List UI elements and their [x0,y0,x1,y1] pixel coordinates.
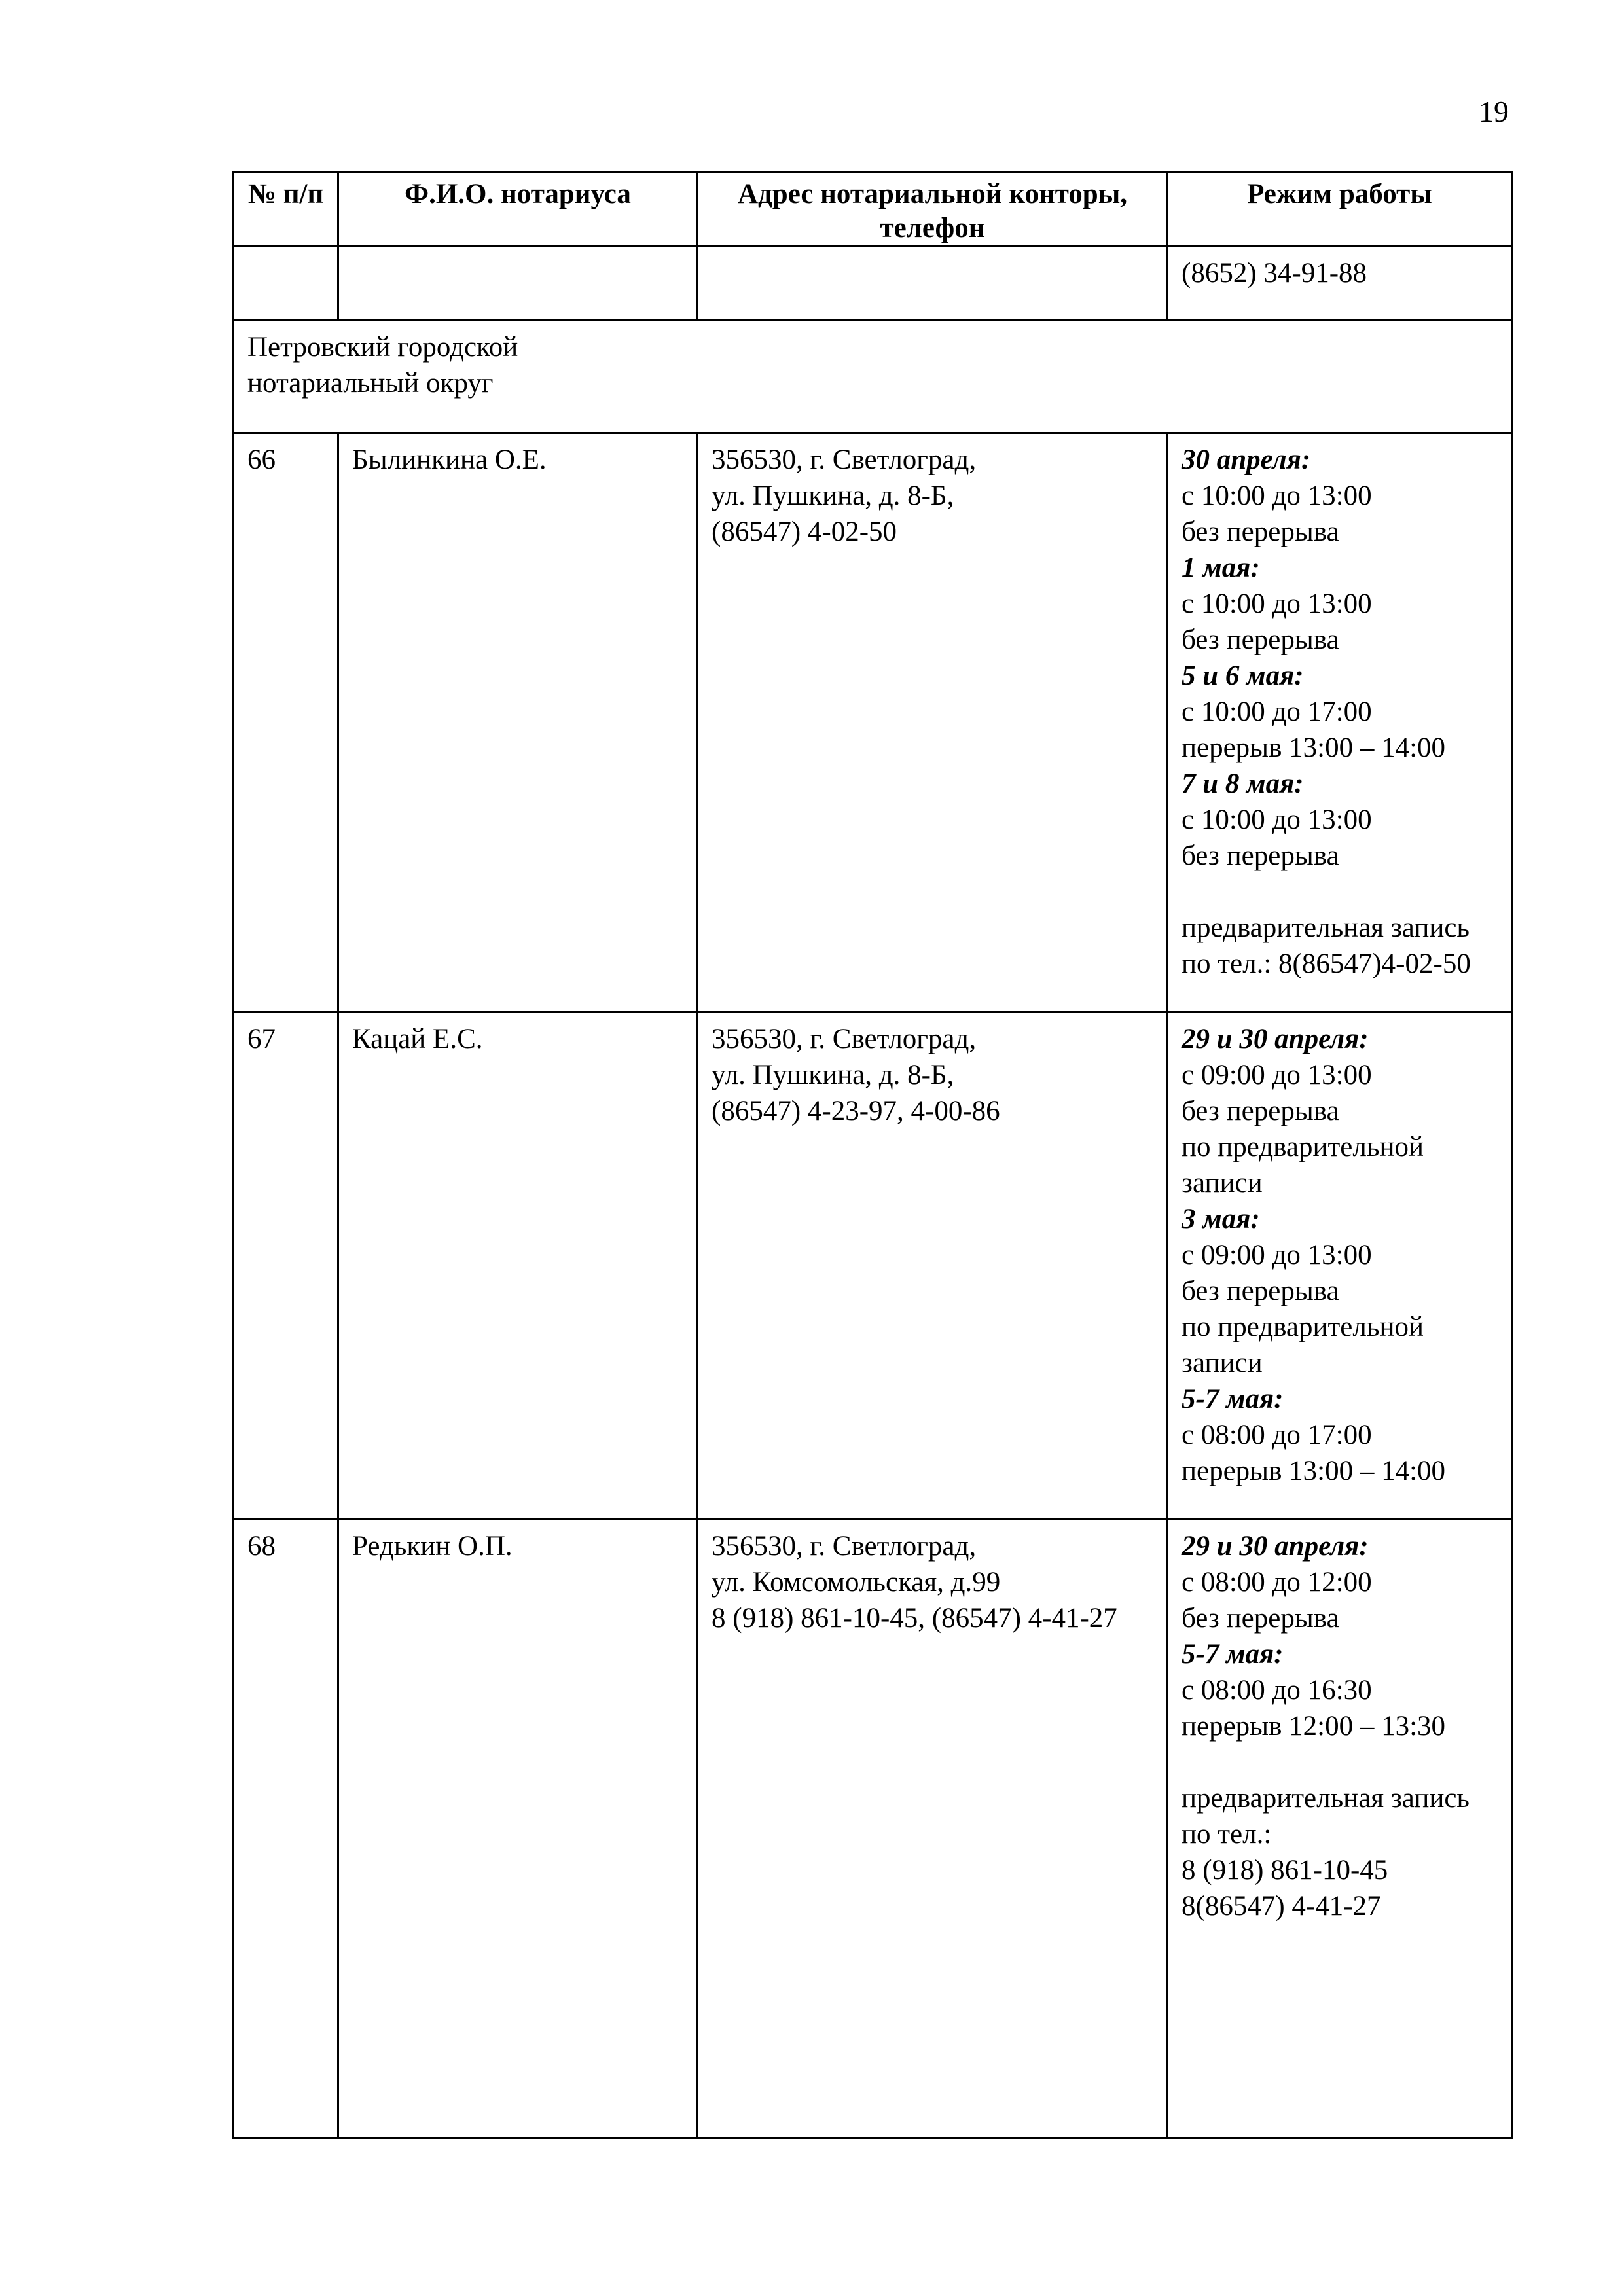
schedule-line: с 10:00 до 13:00 [1182,804,1372,835]
schedule-note: предварительная запись [1182,1783,1470,1814]
cell-schedule [1168,1013,1512,1520]
schedule-line: с 08:00 до 16:30 [1182,1675,1372,1706]
address-line: 356530, г. Светлоград, [712,1024,977,1054]
address-line: 8 (918) 861-10-45, (86547) 4-41-27 [712,1603,1117,1634]
schedule-line: с 08:00 до 17:00 [1182,1420,1372,1450]
schedule-line: без перерыва [1182,1603,1339,1634]
schedule-day: 3 мая: [1182,1204,1260,1234]
cell-name: Былинкина О.Е. [338,433,698,1013]
notary-table [232,171,1513,2139]
table-header-row [234,173,1512,247]
schedule-note: 8(86547) 4-41-27 [1182,1891,1381,1922]
header-schedule: Режим работы [1168,173,1512,247]
schedule-line: без перерыва [1182,1096,1339,1126]
schedule-day: 30 апреля: [1182,444,1311,475]
address-line: ул. Пушкина, д. 8-Б, [712,1060,954,1090]
schedule-line: записи [1182,1168,1263,1198]
schedule-line: без перерыва [1182,516,1339,547]
district-title-text: Петровский городской нотариальный округ [247,332,518,399]
cell-name: Редькин О.П. [338,1520,698,2138]
address-line: ул. Пушкина, д. 8-Б, [712,480,954,511]
district-title [234,321,1512,433]
cell-schedule: (8652) 34-91-88 [1168,247,1512,321]
notary-row [234,1013,1512,1520]
notary-row [234,433,1512,1013]
schedule-line: перерыв 13:00 – 14:00 [1182,1456,1446,1486]
cell-number: 67 [234,1013,338,1520]
header-number: № п/п [234,173,338,247]
schedule-day: 5 и 6 мая: [1182,660,1304,691]
cell-number: 66 [234,433,338,1013]
schedule-day: 1 мая: [1182,552,1260,583]
schedule-line: по предварительной [1182,1132,1424,1162]
schedule-day: 29 и 30 апреля: [1182,1531,1369,1562]
schedule-line: с 09:00 до 13:00 [1182,1240,1372,1270]
schedule-note: предварительная запись [1182,912,1470,943]
schedule-day: 5-7 мая: [1182,1384,1284,1414]
schedule-line: перерыв 13:00 – 14:00 [1182,732,1446,763]
schedule-line: без перерыва [1182,624,1339,655]
address-line: 356530, г. Светлоград, [712,444,977,475]
address-line: (86547) 4-23-97, 4-00-86 [712,1096,1000,1126]
schedule-gap [1182,874,1498,910]
page-number: 19 [1479,95,1509,128]
schedule-note: 8 (918) 861-10-45 [1182,1855,1388,1886]
schedule-line: без перерыва [1182,840,1339,871]
cell-address [698,433,1168,1013]
cell-address [698,247,1168,321]
cell-name: Кацай Е.С. [338,1013,698,1520]
cell-number [234,247,338,321]
address-line: ул. Комсомольская, д.99 [712,1567,1001,1598]
continuation-row [234,247,1512,321]
schedule-line: с 08:00 до 12:00 [1182,1567,1372,1598]
cell-schedule [1168,1520,1512,2138]
schedule-note: по тел.: 8(86547)4-02-50 [1182,948,1471,979]
cell-schedule [1168,433,1512,1013]
schedule-day: 5-7 мая: [1182,1639,1284,1670]
address-line: 356530, г. Светлоград, [712,1531,977,1562]
notary-row [234,1520,1512,2138]
cell-address [698,1520,1168,2138]
schedule-line: перерыв 12:00 – 13:30 [1182,1711,1446,1742]
schedule-gap [1182,1744,1498,1780]
schedule-line: без перерыва [1182,1276,1339,1306]
address-line: (86547) 4-02-50 [712,516,897,547]
schedule-day: 29 и 30 апреля: [1182,1024,1369,1054]
schedule-line: с 10:00 до 17:00 [1182,696,1372,727]
schedule-line: с 10:00 до 13:00 [1182,588,1372,619]
schedule-note: по тел.: [1182,1819,1272,1850]
schedule-line: по предварительной [1182,1312,1424,1342]
schedule-line: с 09:00 до 13:00 [1182,1060,1372,1090]
district-row [234,321,1512,433]
schedule-line: с 10:00 до 13:00 [1182,480,1372,511]
header-name: Ф.И.О. нотариуса [338,173,698,247]
header-address: Адрес нотариальной конторы, телефон [698,173,1168,247]
schedule-day: 7 и 8 мая: [1182,768,1304,799]
cell-number: 68 [234,1520,338,2138]
cell-address [698,1013,1168,1520]
cell-name [338,247,698,321]
schedule-line: записи [1182,1348,1263,1378]
